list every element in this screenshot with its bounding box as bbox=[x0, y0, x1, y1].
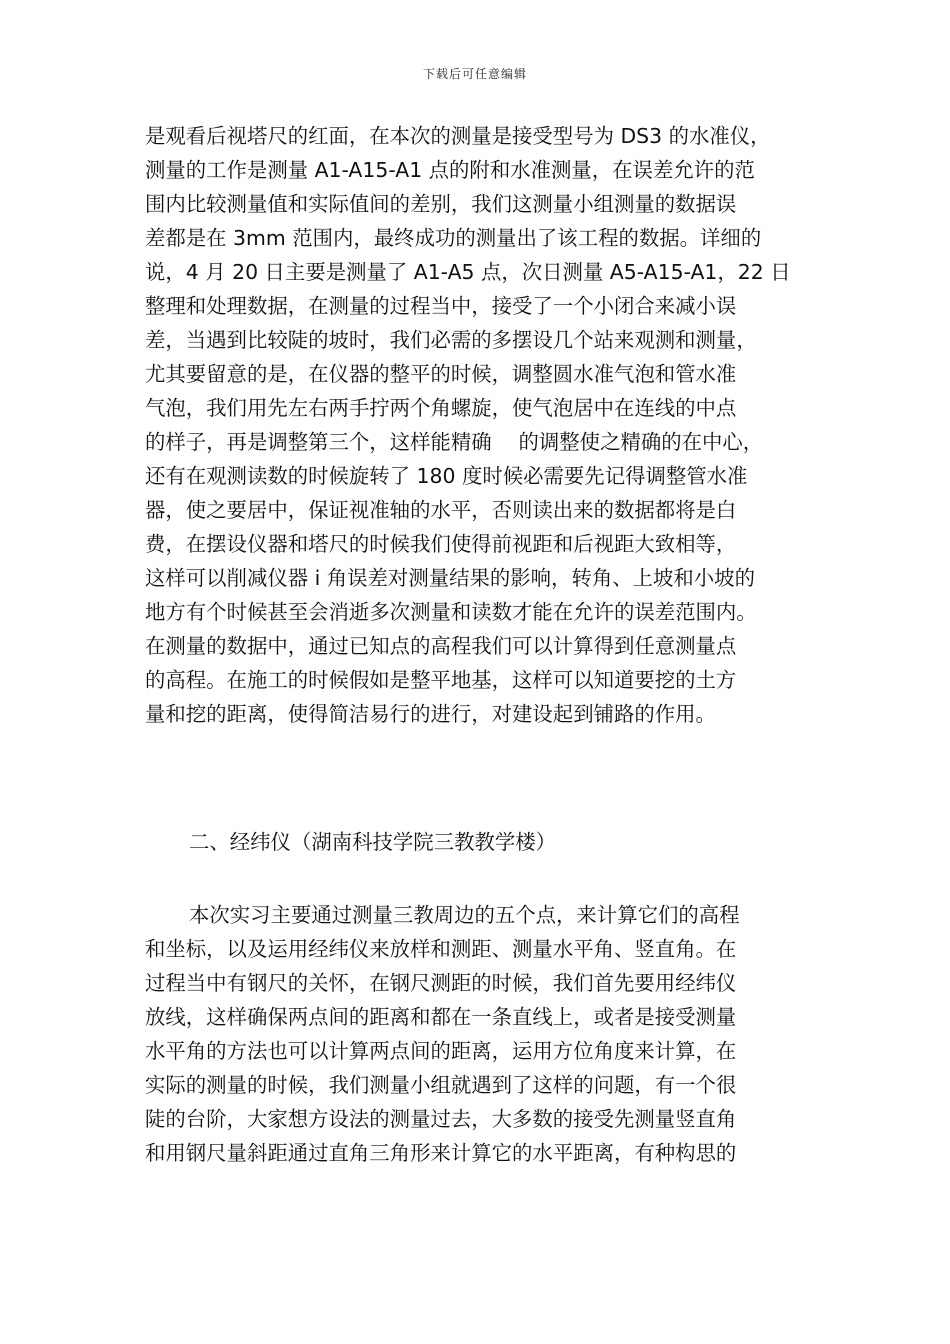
text-line: 在测量的数据中，通过已知点的高程我们可以计算得到任意测量点 bbox=[145, 634, 737, 658]
text-line: 是观看后视塔尺的红面，在本次的测量是接受型号为 DS3 的水准仪， bbox=[145, 124, 771, 148]
text-line: 器，使之要居中，保证视准轴的水平，否则读出来的数据都将是白 bbox=[145, 498, 737, 522]
paragraph-2 bbox=[145, 898, 810, 1170]
text-line: 整理和处理数据，在测量的过程当中，接受了一个小闭合来减小误 bbox=[145, 294, 737, 318]
text-line: 水平角的方法也可以计算两点间的距离，运用方位角度来计算，在 bbox=[145, 1039, 737, 1063]
text-line: 还有在观测读数的时候旋转了 180 度时候必需要先记得调整管水准 bbox=[145, 464, 748, 488]
text-line: 放线，这样确保两点间的距离和都在一条直线上，或者是接受测量 bbox=[145, 1005, 737, 1029]
text-line: 和坐标，以及运用经纬仪来放样和测距、测量水平角、竖直角。在 bbox=[145, 937, 737, 961]
text-line: 差都是在 3mm 范围内，最终成功的测量出了该工程的数据。详细的 bbox=[145, 226, 762, 250]
text-line: 说，4 月 20 日主要是测量了 A1-A5 点，次日测量 A5-A15-A1，22 日 bbox=[145, 260, 791, 284]
text-line: 的样子，再是调整第三个，这样能精确 的调整使之精确的在中心， bbox=[145, 430, 764, 454]
text-line: 地方有个时候甚至会消逝多次测量和读数才能在允许的误差范围内。 bbox=[145, 600, 757, 624]
text-line: 的高程。在施工的时候假如是整平地基，这样可以知道要挖的土方 bbox=[145, 668, 737, 692]
text-line: 陡的台阶，大家想方设法的测量过去，大多数的接受先测量竖直角 bbox=[145, 1107, 737, 1131]
text-line: 尤其要留意的是，在仪器的整平的时候，调整圆水准气泡和管水准 bbox=[145, 362, 737, 386]
text-line: 实际的测量的时候，我们测量小组就遇到了这样的问题，有一个很 bbox=[145, 1073, 737, 1097]
paragraph-1 bbox=[145, 119, 810, 731]
text-line: 气泡，我们用先左右两手拧两个角螺旋，使气泡居中在连线的中点 bbox=[145, 396, 737, 420]
text-line: 量和挖的距离，使得简洁易行的进行，对建设起到铺路的作用。 bbox=[145, 702, 716, 726]
text-line: 费，在摆设仪器和塔尺的时候我们使得前视距和后视距大致相等， bbox=[145, 532, 737, 556]
text-line: 本次实习主要通过测量三教周边的五个点，来计算它们的高程 bbox=[189, 903, 740, 927]
text-line: 和用钢尺量斜距通过直角三角形来计算它的水平距离，有种构思的 bbox=[145, 1141, 737, 1165]
text-line: 围内比较测量值和实际值间的差别，我们这测量小组测量的数据误 bbox=[145, 192, 737, 216]
text-line: 差，当遇到比较陡的坡时，我们必需的多摆设几个站来观测和测量， bbox=[145, 328, 757, 352]
section-heading: 二、经纬仪（湖南科技学院三教教学楼） bbox=[189, 830, 557, 854]
text-line: 这样可以削减仪器 i 角误差对测量结果的影响，转角、上坡和小坡的 bbox=[145, 566, 755, 590]
page-header: 下载后可任意编辑 bbox=[422, 67, 527, 81]
text-line: 过程当中有钢尺的关怀，在钢尺测距的时候，我们首先要用经纬仪 bbox=[145, 971, 737, 995]
text-line: 测量的工作是测量 A1-A15-A1 点的附和水准测量，在误差允许的范 bbox=[145, 158, 755, 182]
